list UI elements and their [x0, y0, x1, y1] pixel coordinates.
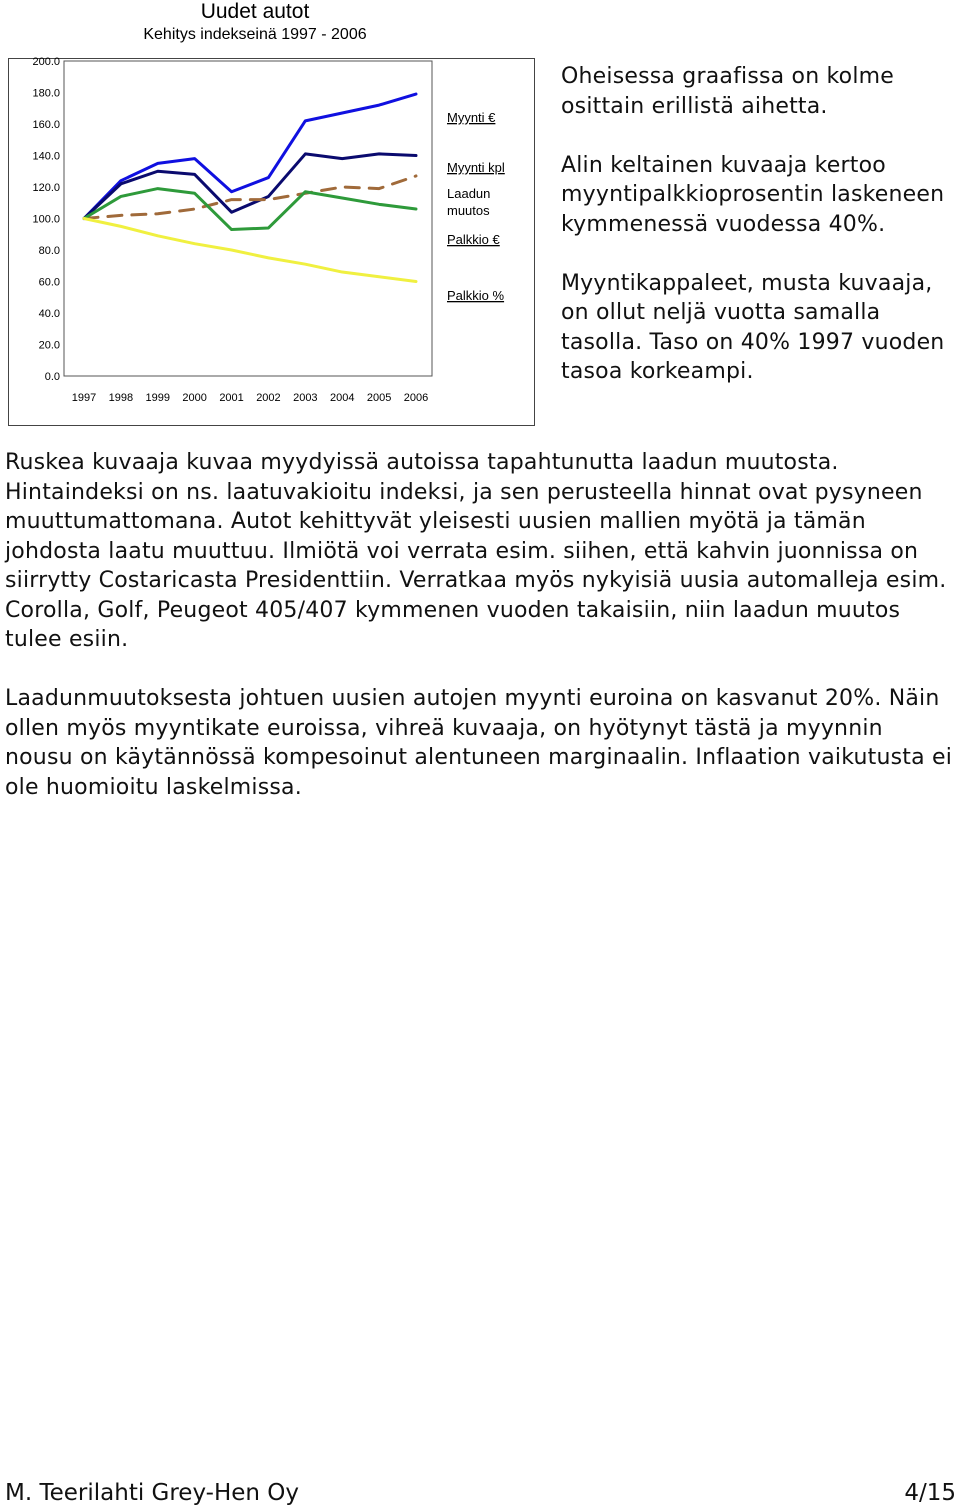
- body-text: [5, 448, 953, 832]
- chart-subtitle: Kehitys indekseinä 1997 - 2006: [143, 26, 367, 43]
- y-tick-label: 140.0: [32, 150, 60, 163]
- y-tick-label: 100.0: [32, 213, 60, 226]
- y-tick-label: 80.0: [38, 245, 60, 257]
- x-tick-label: 2000: [182, 392, 207, 404]
- y-tick-label: 0.0: [44, 371, 60, 383]
- body-paragraph-1: Ruskea kuvaaja kuvaa myydyissä autoissa tapahtunutta laadun muutosta. Hintaindeksi on ns. laatuvakioitu indeksi, ja sen perusteella hinnat ovat pysyneen muuttumattomana. Autot kehittyvät yleisesti uusien mallien myötä ja tämän johdosta laatu muuttuu. Ilmiötä voi verrata esim. siihen, että kahvin juonnissa on siirrytty Costaricasta Presidenttiin. Verratkaa myös nykyisiä uusia automalleja esim. Corolla, Golf, Peugeot 405/407 kymmenen vuoden takaisiin, niin laadun muutos tulee esiin.: [5, 450, 947, 652]
- y-tick-label: 200.0: [32, 56, 60, 68]
- legend-label: Myynti kpl: [447, 160, 505, 175]
- side-paragraph-3: Myyntikappaleet, musta kuvaaja, on ollut neljä vuotta samalla tasolla. Taso on 40% 1997 vuoden tasoa korkeampi.: [561, 270, 945, 384]
- x-tick-label: 1997: [71, 392, 97, 404]
- legend-label: Palkkio %: [447, 288, 505, 303]
- y-tick-label: 60.0: [38, 276, 60, 289]
- side-text: [561, 62, 956, 416]
- y-tick-label: 120.0: [32, 182, 60, 194]
- y-tick-label: 40.0: [38, 308, 60, 320]
- legend-label: Myynti €: [447, 110, 496, 125]
- footer-page-number: 4/15: [904, 1480, 956, 1506]
- x-tick-label: 1998: [108, 392, 134, 404]
- series-line-4: [84, 189, 416, 230]
- chart-title: Uudet autot: [200, 0, 310, 23]
- side-paragraph-2: Alin keltainen kuvaaja kertoo myyntipalkkioprosentin laskeneen kymmenessä vuodessa 40%.: [561, 152, 945, 237]
- y-tick-label: 20.0: [38, 339, 60, 352]
- legend-label: Laadun muutos: [447, 186, 491, 218]
- y-tick-label: 160.0: [32, 119, 60, 131]
- line-chart: [0, 0, 540, 430]
- footer-author: M. Teerilahti Grey-Hen Oy: [5, 1480, 300, 1506]
- x-tick-label: 2004: [329, 392, 355, 404]
- x-tick-label: 2002: [256, 392, 281, 404]
- y-tick-label: 180.0: [32, 87, 60, 100]
- x-tick-label: 2001: [219, 392, 244, 404]
- legend-label: Palkkio €: [447, 232, 500, 247]
- x-tick-label: 1999: [145, 392, 171, 404]
- x-tick-label: 2006: [403, 392, 429, 404]
- body-paragraph-2: Laadunmuutoksesta johtuen uusien autojen myynti euroina on kasvanut 20%. Näin ollen myös myyntikate euroissa, vihreä kuvaaja, on hyötynyt tästä ja myynnin nousu on käytännössä kompesoinut alentuneen marginaalin. Inflaation vaikutusta ei ole huomioitu laskelmissa.: [5, 686, 953, 800]
- plot-area: [64, 61, 432, 376]
- side-paragraph-1: Oheisessa graafissa on kolme osittain erillistä aihetta.: [561, 64, 895, 119]
- x-tick-label: 2003: [293, 392, 318, 404]
- x-tick-label: 2005: [366, 392, 392, 404]
- series-line-3: [84, 176, 416, 219]
